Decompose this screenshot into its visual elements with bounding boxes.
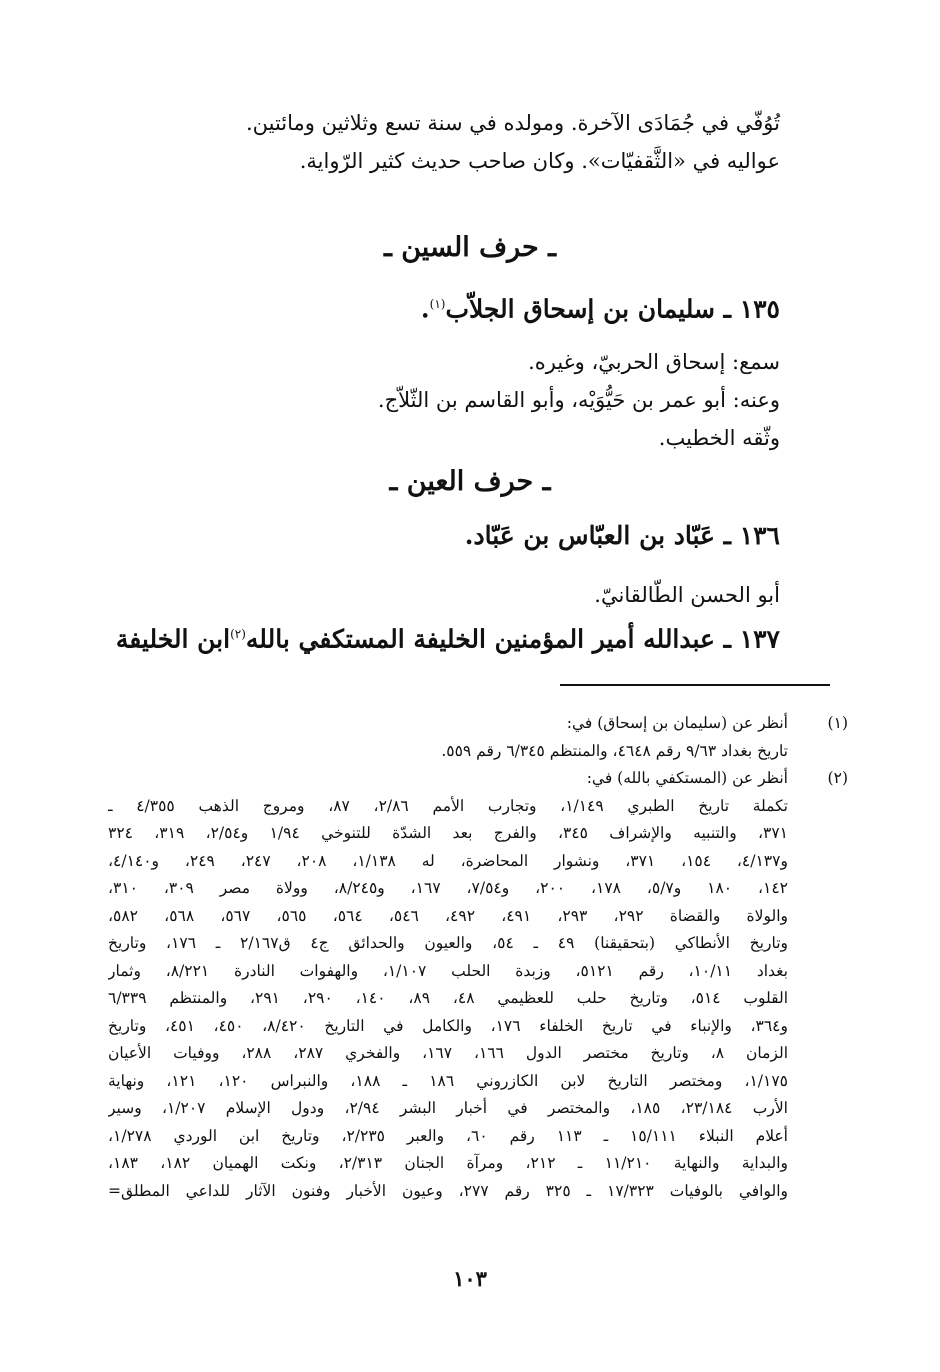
entry-136-body — [140, 576, 780, 614]
footnote-1-head — [108, 710, 848, 738]
entry-137-title-part1: ١٣٧ ـ عبدالله أمير المؤمنين الخليفة المستكفي بالله — [245, 624, 780, 654]
footnote-2-line-1: أنظر عن (المستكفي بالله) في: — [586, 769, 788, 787]
entry-135-body — [140, 343, 780, 457]
footnote-2-line: القلوب ٥١٤، وتاريخ حلب للعظيمي ٤٨، ٨٩، ١٤٠، ٢٩٠، ٢٩١، والمنتظم ٦/٣٣٩ — [108, 989, 788, 1007]
entry-135-line-2: وعنه: أبو عمر بن حَيُّوَيْه، وأبو القاسم بن الثّلاّج. — [377, 388, 780, 413]
intro-line-1: تُوُفّي في جُمَادَى الآخرة. ومولده في سنة تسع وثلاثين ومائتين. — [245, 111, 780, 135]
footnote-2-line: أعلام النبلاء ١٥/١١١ ـ ١١٣ رقم ٦٠، والعبر ٢/٢٣٥، وتاريخ ابن الوردي ١/٢٧٨، — [108, 1126, 788, 1145]
footnotes — [108, 710, 848, 1205]
footnote-marker-1: (١) — [429, 297, 446, 311]
entry-137-title — [115, 614, 780, 659]
entry-135-line-1: سمع: إسحاق الحربيّ، وغيره. — [528, 350, 780, 375]
entry-135-title — [140, 284, 780, 329]
intro-paragraph — [140, 104, 780, 180]
footnote-2-line: الزمان ٨، وتاريخ مختصر الدول ١٦٦، ١٦٧، والفخري ٢٨٧، ٢٨٨، ووفيات الأعيان — [108, 1044, 788, 1062]
entry-135 — [140, 284, 780, 457]
intro-line-2: عواليه في «الثَّقفيّات». وكان صاحب حديث كثير الرّواية. — [299, 149, 780, 173]
footnote-2-number: (٢) — [827, 769, 848, 787]
footnote-2-line: والوافي بالوفيات ١٧/٣٢٣ ـ ٣٢٥ رقم ٢٧٧، وعيون الأخبار وفنون الآثار للداعي المطلق= — [108, 1181, 788, 1200]
footnote-2-head — [108, 765, 848, 793]
footnote-1-number: (١) — [827, 714, 848, 732]
footnote-2-line: والبداية والنهاية ١١/٢١٠ ـ ٢١٢، ومرآة الجنان ٢/٣١٣، ونكت الهميان ١٨٢، ١٨٣، — [108, 1154, 788, 1172]
section-heading-sin: ـ حرف السين ـ — [383, 232, 557, 263]
footnote-2-line: وتاريخ الأنطاكي (بتحقيقنا) ٤٩ ـ ٥٤، والعيون والحدائق ج٤ ق٢/١٦٧ ـ ١٧٦، وتاريخ — [108, 934, 788, 952]
entry-136 — [140, 516, 780, 614]
page-number: ١٠٣ — [453, 1266, 487, 1291]
footnote-2-line: والولاة والقضاة ٢٩٢، ٢٩٣، ٤٩١، ٤٩٢، ٥٤٦، ٥٦٤، ٥٦٥، ٥٦٧، ٥٦٨، ٥٨٢، — [108, 906, 788, 925]
footnote-2-line: و٣٦٤، والإنباء في تاريخ الخلفاء ١٧٦، والكامل في التاريخ ٨/٤٢٠، ٤٥٠، ٤٥١، وتاريخ — [108, 1016, 788, 1035]
entry-137-title-part2: ابن الخليفة — [115, 624, 231, 654]
section-heading-ayn: ـ حرف العين ـ — [389, 466, 551, 497]
footnote-2-line: و٤/١٣٧، ١٥٤، ٣٧١، ونشوار المحاضرة، له ١/١٣٨، ٢٠٨، ٢٤٧، ٢٤٩، و٤/١٤٠، — [108, 851, 788, 870]
entry-135-title-end: . — [420, 294, 430, 324]
entry-136-line-1: أبو الحسن الطّالقانيّ. — [594, 583, 780, 607]
entry-135-title-text: ١٣٥ ـ سليمان بن إسحاق الجلاّب — [445, 294, 780, 324]
footnote-2-line: بغداد ١٠/١١، رقم ٥١٢١، وزبدة الحلب ١/١٠٧، والهفوات النادرة ٨/٢٢١، وثمار — [108, 961, 788, 980]
footnote-marker-2: (٢) — [230, 627, 246, 641]
footnote-1-line-2: تاريخ بغداد ٩/٦٣ رقم ٤٦٤٨، والمنتظم ٦/٣٤٥ رقم ٥٥٩. — [441, 741, 788, 760]
entry-135-line-3: وثّقه الخطيب. — [658, 426, 780, 451]
entry-137 — [115, 614, 780, 659]
entry-136-title: ١٣٦ ـ عَبّاد بن العبّاس بن عَبّاد. — [464, 521, 780, 550]
footnote-2-line: الأرب ٢٣/١٨٤، ١٨٥، والمختصر في أخبار البشر ٢/٩٤، ودول الإسلام ١/٢٠٧، وسير — [108, 1099, 788, 1117]
footnote-1-line-1: أنظر عن (سليمان بن إسحاق) في: — [566, 714, 788, 732]
footnote-2-line: تكملة تاريخ الطبري ١/١٤٩، وتجارب الأمم ٢/٨٦، ٨٧، ومروج الذهب ٤/٣٥٥ ـ — [108, 796, 788, 815]
footnote-separator — [560, 684, 830, 686]
footnote-2-line: ١/١٧٥، ومختصر التاريخ لابن الكازروني ١٨٦ ـ ١٨٨، والنبراس ١٢٠، ١٢١، ونهاية — [108, 1071, 788, 1090]
footnote-2-line: ١٤٢، ١٨٠ و٥/٧، ١٧٨، ٢٠٠، و٧/٥٤، ١٦٧، و٨/٢٤٥، وولاة مصر ٣٠٩، ٣١٠، — [108, 879, 788, 897]
footnote-2-line: ٣٧١، والتنبيه والإشراف ٣٤٥، والفرج بعد الشدّة للتنوخي ١/٩٤ و٢/٥٤، ٣١٩، ٣٢٤ — [108, 824, 788, 842]
